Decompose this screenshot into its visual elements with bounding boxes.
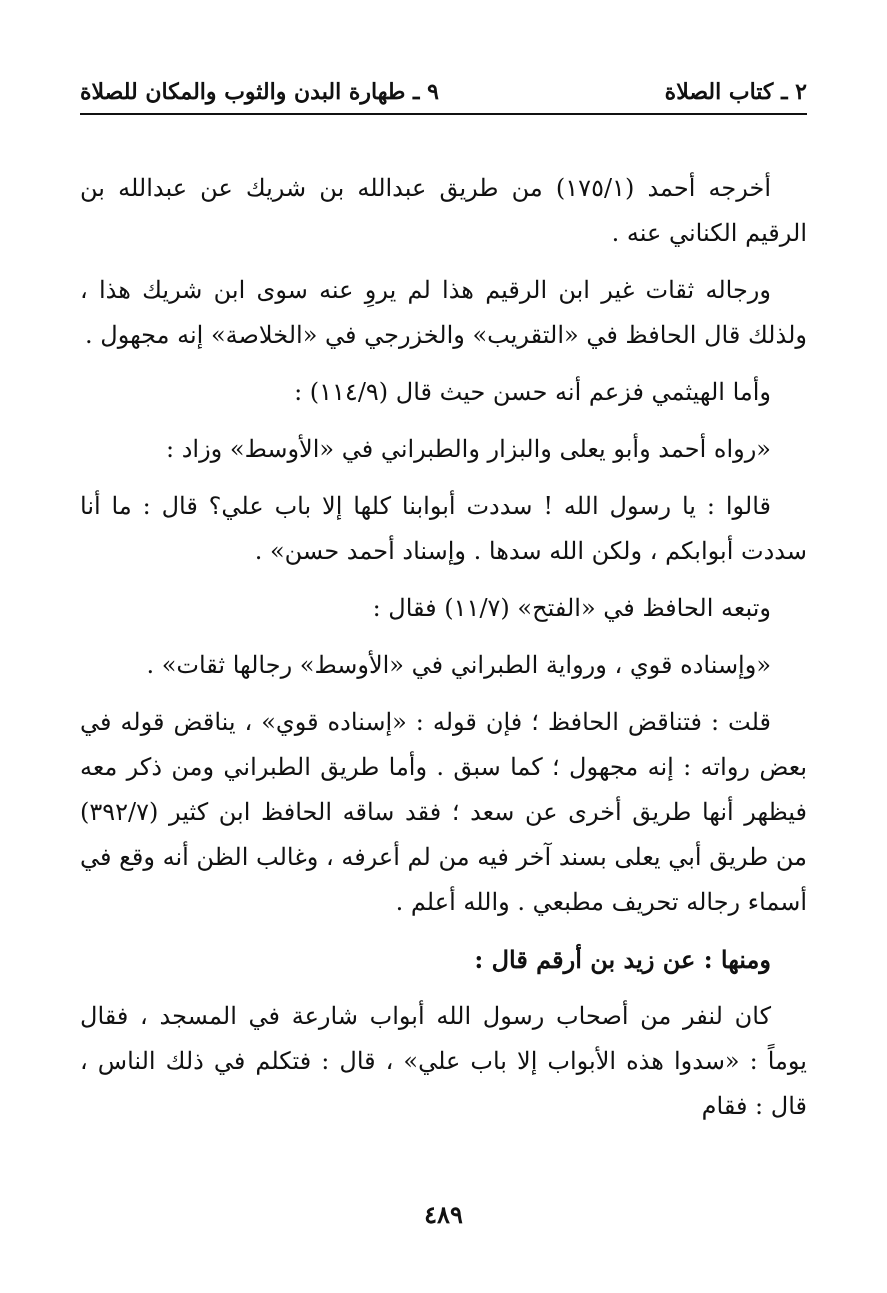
header-chapter-title: ٢ ـ كتاب الصلاة [664, 79, 807, 105]
paragraph-6: كان لنفر من أصحاب رسول الله أبواب شارعة في المسجد ، فقال يوماً : «سدوا هذه الأبواب إلا باب علي» ، قال : فتكلم في ذلك الناس ، قال : فقام [80, 1002, 807, 1120]
quote-line-2: قالوا : يا رسول الله ! سددت أبوابنا كلها إلا باب علي؟ قال : ما أنا سددت أبوابكم ، ولكن الله سدها . وإسناد أحمد حسن» . [80, 492, 807, 565]
quote-line-3: «وإسناده قوي ، ورواية الطبراني في «الأوسط» رجالها ثقات» . [146, 651, 771, 679]
section-heading: ومنها : عن زيد بن أرقم قال : [474, 945, 771, 974]
paragraph-1: أخرجه أحمد (١٧٥/١) من طريق عبدالله بن شريك عن عبدالله بن الرقيم الكناني عنه . [80, 174, 807, 247]
quote-line-1: «رواه أحمد وأبو يعلى والبزار والطبراني في «الأوسط» وزاد : [166, 435, 771, 463]
page-number: ٤٨٩ [424, 1200, 463, 1229]
paragraph-3: وأما الهيثمي فزعم أنه حسن حيث قال (١١٤/٩) : [294, 378, 771, 406]
paragraph-4: وتبعه الحافظ في «الفتح» (١١/٧) فقال : [372, 594, 771, 622]
header-divider [80, 113, 807, 115]
header-section-title: ٩ ـ طهارة البدن والثوب والمكان للصلاة [80, 79, 439, 105]
paragraph-2: ورجاله ثقات غير ابن الرقيم هذا لم يروِ عنه سوى ابن شريك هذا ، ولذلك قال الحافظ في «التقريب» والخزرجي في «الخلاصة» إنه مجهول . [80, 276, 807, 349]
paragraph-5: قلت : فتناقض الحافظ ؛ فإن قوله : «إسناده قوي» ، يناقض قوله في بعض رواته : إنه مجهول ؛ كما سبق . وأما طريق الطبراني ومن ذكر معه فيظهر أنها طريق أخرى عن سعد ؛ فقد ساقه الحافظ ابن كثير (٣٩٢/٧) من طريق أبي يعلى بسند آخر فيه من لم أعرفه ، وغالب الظن أنه وقع في أسماء رجاله تحريف مطبعي . والله أعلم . [80, 708, 807, 916]
running-header [80, 74, 807, 110]
page-body [80, 166, 807, 1141]
